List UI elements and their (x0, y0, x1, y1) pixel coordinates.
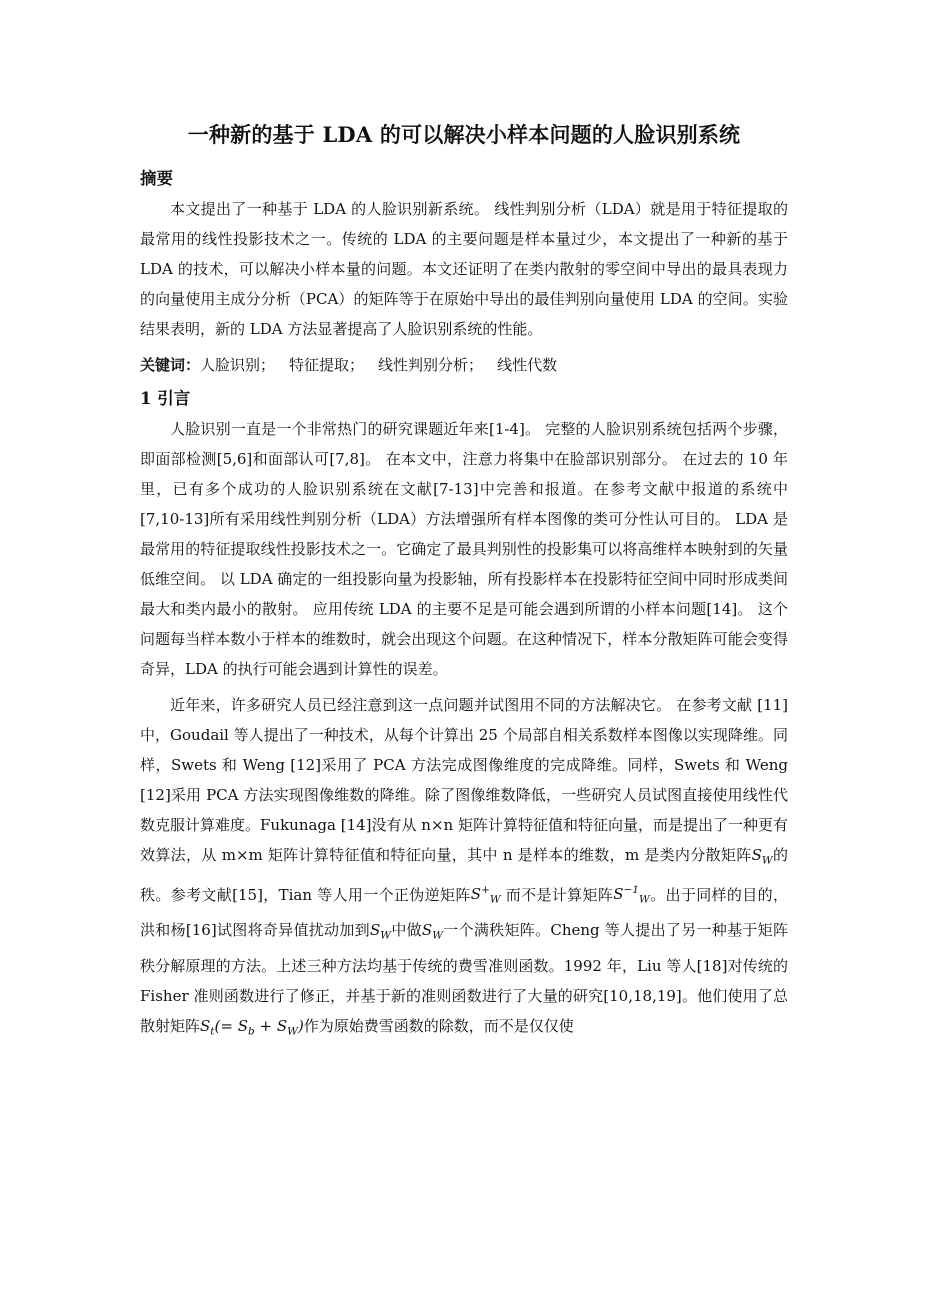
math-subscript: W (432, 929, 443, 942)
math-subscript: b (248, 1025, 255, 1038)
para2-text-c: 而不是计算矩阵 (500, 885, 614, 904)
math-symbol: S (470, 885, 481, 904)
math-st-expression (200, 1016, 304, 1038)
math-sw (421, 921, 443, 942)
intro-paragraph-2 (140, 690, 788, 1046)
math-subscript: W (761, 854, 773, 867)
para2-text-g: 作为原始费雪函数的除数，而不是仅仅使 (303, 1016, 574, 1035)
math-operator: + (254, 1016, 277, 1035)
intro-heading: 1 引言 (140, 389, 191, 408)
math-sw (369, 921, 392, 942)
para2-text-e: 中做 (391, 921, 422, 940)
para2-text-f: 一个满秩矩阵。Cheng 等人提出了另一种基于矩阵秩分解原理的方法。上述三种方法均基于传统的费雪准则函数。1992 年，Liu 等人[18]对传统的 Fisher 准则函数进行了修正，并基于新的准则函数进行了大量的研究[10,18,19]。他们使用了总散射矩阵 (140, 921, 788, 1035)
keyword-item: 人脸识别； (200, 356, 276, 374)
math-subscript: W (489, 894, 501, 907)
math-operator: ) (297, 1016, 304, 1035)
math-sw-pseudoinverse (470, 884, 501, 907)
math-symbol: S (237, 1016, 249, 1035)
math-subscript: t (210, 1025, 215, 1038)
math-subscript: W (380, 929, 392, 942)
math-subscript: W (638, 894, 650, 907)
abstract-heading: 摘要 (140, 169, 173, 188)
math-superscript: −1 (623, 884, 639, 897)
math-symbol: S (751, 846, 762, 864)
intro-paragraph-1: 人脸识别一直是一个非常热门的研究课题近年来[1-4]。 完整的人脸识别系统包括两个步骤，即面部检测[5,6]和面部认可[7,8]。 在本文中，注意力将集中在脸部识别部分。 在过去的 10 年里，已有多个成功的人脸识别系统在文献[7-13]中完善和报道。在参考文献中报道的系统中 [7,10-13]所有采用线性判别分析（LDA）方法增强所有样本图像的类可分性认可目的。 LDA 是最常用的特征提取线性投影技术之一。它确定了最具判别性的投影集可以将高维样本映射到的矢量低维空间。 以 LDA 确定的一组投影向量为投影轴，所有投影样本在投影特征空间中同时形成类间最大和类内最小的散射。 应用传统 LDA 的主要不足是可能会遇到所谓的小样本问题[14]。 这个问题每当样本数小于样本的维数时，就会出现这个问题。在这种情况下，样本分散矩阵可能会变得奇异，LDA 的执行可能会遇到计算性的误差。 (140, 420, 788, 678)
para2-text-a: 近年来，许多研究人员已经注意到这一点问题并试图用不同的方法解决它。 在参考文献 [11]中，Goudail 等人提出了一种技术，从每个计算出 25 个局部自相关系数样本图像以实现降维。同样，Swets 和 Weng [12]采用了 PCA 方法完成图像维度的完成降维。同样，Swets 和 Weng [12]采用 PCA 方法实现图像维数的降维。除了图像维数降低，一些研究人员试图直接使用线性代数克服计算难度。Fukunaga [14]没有从 n×n 矩阵计算特征值和特征向量，而是提出了一种更有效算法，从 m×m 矩阵计算特征值和特征向量，其中 n 是样本的维数，m 是类内分散矩阵 (140, 696, 788, 864)
math-sw-inverse (613, 884, 650, 907)
math-symbol: S (613, 885, 624, 904)
math-operator: (= (214, 1016, 238, 1035)
keyword-item: 特征提取； (289, 356, 365, 374)
math-symbol: S (200, 1016, 211, 1035)
math-subscript: W (287, 1025, 298, 1038)
math-symbol: S (421, 921, 433, 940)
math-symbol: S (369, 921, 381, 940)
keywords-label: 关键词： (140, 356, 201, 374)
para2-text-d: 。出于同样的目的，洪和杨[16]试图将奇异值扰动加到 (140, 885, 788, 940)
math-sw (751, 846, 773, 867)
keyword-item: 线性代数 (497, 356, 558, 374)
keywords-line (140, 350, 788, 380)
paper-title: 一种新的基于 LDA 的可以解决小样本问题的人脸识别系统 (187, 122, 741, 147)
keyword-item: 线性判别分析； (378, 356, 484, 374)
math-superscript: + (481, 884, 490, 897)
math-symbol: S (276, 1016, 288, 1035)
para2-text-b: 的秩。参考文献[15]，Tian 等人用一个正伪逆矩阵 (140, 846, 788, 904)
abstract-text: 本文提出了一种基于 LDA 的人脸识别新系统。 线性判别分析（LDA）就是用于特征提取的最常用的线性投影技术之一。传统的 LDA 的主要问题是样本量过少，本文提出了一种新的基于 LDA 的技术，可以解决小样本量的问题。本文还证明了在类内散射的零空间中导出的最具表现力的向量使用主成分分析（PCA）的矩阵等于在原始中导出的最佳判别向量使用 LDA 的空间。实验结果表明，新的 LDA 方法显著提高了人脸识别系统的性能。 (140, 200, 788, 338)
